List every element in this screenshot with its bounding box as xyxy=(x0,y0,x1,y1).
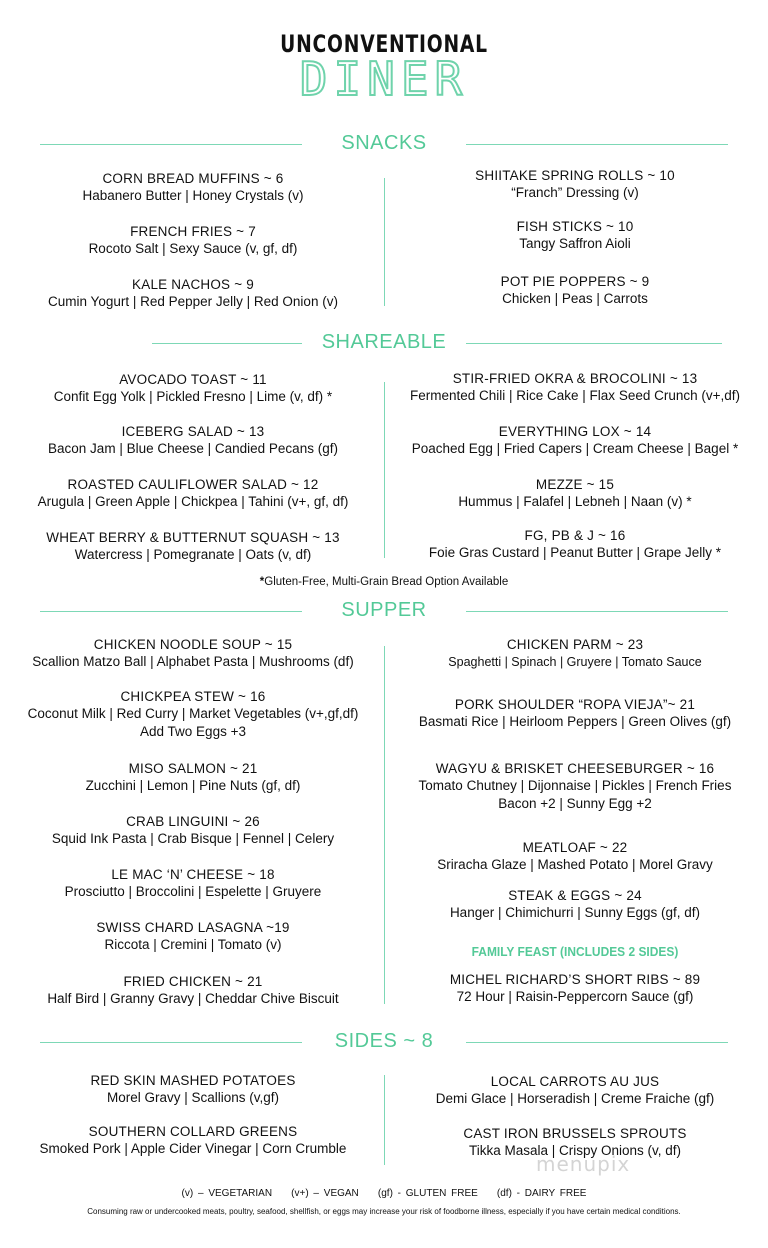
menu-item: ROASTED CAULIFLOWER SALAD ~ 12 Arugula | Green Apple | Chickpea | Tahini (v+, gf, df) xyxy=(37,477,349,509)
menu-item: WAGYU & BRISKET CHEESEBURGER ~ 16 Tomato Chutney | Dijonnaise | Pickles | French Fries Bacon +2 | Sunny Egg +2 xyxy=(418,761,732,811)
column-divider xyxy=(384,646,385,1004)
menu-item: KALE NACHOS ~ 9 Cumin Yogurt | Red Pepper Jelly | Red Onion (v) xyxy=(48,277,338,309)
menu-item: WHEAT BERRY & BUTTERNUT SQUASH ~ 13 Watercress | Pomegranate | Oats (v, df) xyxy=(46,530,340,562)
menu-item: PORK SHOULDER “ROPA VIEJA”~ 21 Basmati Rice | Heirloom Peppers | Green Olives (gf) xyxy=(418,697,732,729)
menu-item: POT PIE POPPERS ~ 9 Chicken | Peas | Carrots xyxy=(500,274,650,306)
menu-item: FISH STICKS ~ 10 Tangy Saffron Aioli xyxy=(516,219,634,251)
logo-diner: DINER xyxy=(299,52,469,106)
section-title: SNACKS xyxy=(341,132,427,154)
menu-item: FG, PB & J ~ 16 Foie Gras Custard | Peanut Butter | Grape Jelly * xyxy=(428,528,722,560)
menu-item: CHICKEN NOODLE SOUP ~ 15 Scallion Matzo Ball | Alphabet Pasta | Mushrooms (df) xyxy=(32,637,354,669)
section-header-sides xyxy=(0,1028,768,1058)
menu-item: CAST IRON BRUSSELS SPROUTS Tikka Masala | Crispy Onions (v, df) xyxy=(463,1126,687,1158)
menu-item: FRIED CHICKEN ~ 21 Half Bird | Granny Gravy | Cheddar Chive Biscuit xyxy=(47,974,339,1006)
section-header-snacks xyxy=(0,130,768,160)
section-title: SIDES ~ 8 xyxy=(334,1030,434,1052)
menu-item: STIR-FRIED OKRA & BROCOLINI ~ 13 Fermented Chili | Rice Cake | Flax Seed Crunch (v+,df) xyxy=(409,371,740,403)
section-header-supper xyxy=(0,597,768,627)
menu-item: FRENCH FRIES ~ 7 Rocoto Salt | Sexy Sauce (v, gf, df) xyxy=(88,224,298,256)
section-title: SUPPER xyxy=(341,599,427,621)
menupix-watermark: menupix xyxy=(536,1152,631,1176)
menu-item: LOCAL CARROTS AU JUS Demi Glace | Horseradish | Creme Fraiche (gf) xyxy=(435,1074,715,1106)
menu-item: ICEBERG SALAD ~ 13 Bacon Jam | Blue Cheese | Candied Pecans (gf) xyxy=(48,424,338,456)
column-divider xyxy=(384,1075,385,1165)
foodborne-illness-disclaimer: Consuming raw or undercooked meats, poultry, seafood, shellfish, or eggs may increase your risk of foodborne illness, especially if you have certain medical conditions. xyxy=(87,1207,681,1216)
menu-item: SWISS CHARD LASAGNA ~19 Riccota | Cremini | Tomato (v) xyxy=(96,920,290,952)
family-feast-heading: FAMILY FEAST (INCLUDES 2 SIDES) xyxy=(471,944,679,959)
section-header-shareable xyxy=(0,329,768,359)
menu-item: MEZZE ~ 15 Hummus | Falafel | Lebneh | Naan (v) * xyxy=(458,477,692,509)
menu-item: MEATLOAF ~ 22 Sriracha Glaze | Mashed Potato | Morel Gravy xyxy=(437,840,713,872)
menu-item: STEAK & EGGS ~ 24 Hanger | Chimichurri | Sunny Eggs (gf, df) xyxy=(449,888,701,920)
menu-item: SHIITAKE SPRING ROLLS ~ 10 “Franch” Dressing (v) xyxy=(475,168,675,200)
menu-item: EVERYTHING LOX ~ 14 Poached Egg | Fried Capers | Cream Cheese | Bagel * xyxy=(411,424,739,456)
menu-item: MISO SALMON ~ 21 Zucchini | Lemon | Pine Nuts (gf, df) xyxy=(85,761,301,793)
menu-item: SOUTHERN COLLARD GREENS Smoked Pork | Apple Cider Vinegar | Corn Crumble xyxy=(39,1124,347,1156)
menu-item: CORN BREAD MUFFINS ~ 6 Habanero Butter | Honey Crystals (v) xyxy=(82,171,304,203)
column-divider xyxy=(384,178,385,306)
menu-item: CHICKEN PARM ~ 23 Spaghetti | Spinach | Gruyere | Tomato Sauce xyxy=(448,637,702,669)
logo-unconventional: UNCONVENTIONAL xyxy=(280,30,488,58)
column-divider xyxy=(384,382,385,558)
menu-item: LE MAC ‘N’ CHEESE ~ 18 Prosciutto | Broccolini | Espelette | Gruyere xyxy=(64,867,322,899)
dietary-legend: (v) – VEGETARIAN (v+) – VEGAN (gf) - GLUTEN FREE (df) - DAIRY FREE xyxy=(181,1188,587,1199)
menu-item: MICHEL RICHARD’S SHORT RIBS ~ 89 72 Hour | Raisin-Peppercorn Sauce (gf) xyxy=(449,972,701,1004)
menu-item: CHICKPEA STEW ~ 16 Coconut Milk | Red Curry | Market Vegetables (v+,gf,df) Add Two Eggs +3 xyxy=(27,689,359,739)
menu-item: CRAB LINGUINI ~ 26 Squid Ink Pasta | Crab Bisque | Fennel | Celery xyxy=(51,814,335,846)
menu-item: RED SKIN MASHED POTATOES Morel Gravy | Scallions (v,gf) xyxy=(90,1073,296,1105)
restaurant-logo xyxy=(0,30,768,106)
menu-item: AVOCADO TOAST ~ 11 Confit Egg Yolk | Pickled Fresno | Lime (v, df) * xyxy=(53,372,333,404)
section-title: SHAREABLE xyxy=(321,331,447,353)
bread-option-note: *Gluten-Free, Multi-Grain Bread Option Available xyxy=(259,576,509,588)
